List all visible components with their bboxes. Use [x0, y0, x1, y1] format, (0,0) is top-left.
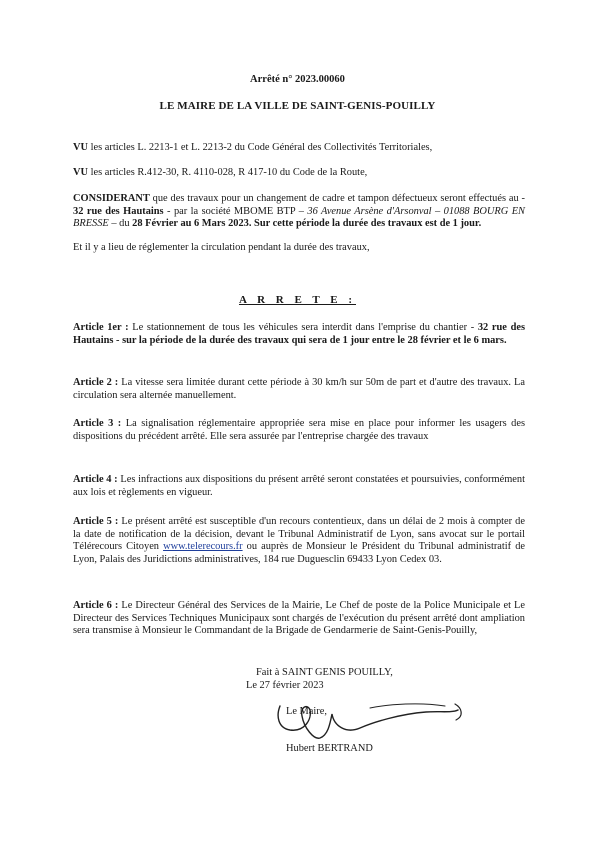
company-address: 36 Avenue Arsène d'Arsonval – 01088 BOURG EN BRESSE	[73, 205, 525, 230]
vu-label: VU	[73, 167, 89, 178]
authority-heading: LE MAIRE DE LA VILLE DE SAINT-GENIS-POUILLY	[159, 100, 436, 112]
article-text: Le Directeur Général des Services de la Mairie, Le Chef de poste de la Police Municipale et Le Directeur des Services Techniques Municipaux sont chargés de l'exécution du présent arrêté dont ampliation sera transmise à Monsieur le Commandant de la Brigade de Gendarmerie de Saint-Genis-Pouilly,	[73, 600, 525, 637]
vu-paragraph-2	[73, 167, 525, 180]
article-3	[73, 418, 525, 443]
considerant-paragraph	[73, 193, 525, 231]
considerant-text-3: – du	[108, 218, 133, 230]
article-label: Article 6 :	[73, 600, 119, 611]
considerant-line-2: Et il y a lieu de réglementer la circulation pendant la durée des travaux,	[73, 242, 370, 253]
article-label: Article 5 :	[73, 516, 119, 527]
article-5	[73, 516, 525, 566]
vu-paragraph-1	[73, 142, 525, 155]
article-bold-text: 32 rue des Hautains - sur la période de la durée des travaux qui sera de 1 jour entre le 28 février et le 6 mars.	[73, 322, 526, 346]
article-2	[73, 377, 525, 402]
vu-text: les articles L. 2213-1 et L. 2213-2 du Code Général des Collectivités Territoriales,	[88, 142, 433, 153]
article-4	[73, 474, 525, 499]
article-text-2: ou auprès de Monsieur le Président du Tribunal administratif de Lyon, Palais des Juridictions administratives, 184 rue Duguesclin 69433 Lyon Cedex 03.	[73, 541, 525, 565]
article-6	[73, 600, 525, 638]
article-label: Article 4 :	[73, 474, 118, 485]
article-label: Article 1er :	[73, 322, 129, 333]
work-address: 32 rue des Hautains	[73, 205, 164, 217]
article-1	[73, 322, 525, 347]
signature-place: Fait à SAINT GENIS POUILLY,	[256, 667, 393, 678]
signatory-name: Hubert BERTRAND	[286, 743, 373, 754]
telerecours-link[interactable]: www.telerecours.fr	[163, 541, 243, 553]
work-dates: 28 Février au 6 Mars 2023. Sur cette période la durée des travaux est de 1 jour.	[132, 218, 482, 230]
arrete-number: Arrêté n° 2023.00060	[250, 74, 345, 85]
article-text: Les infractions aux dispositions du présent arrêté seront constatées et poursuivies, conformément aux lois et règlements en vigueur.	[73, 474, 525, 498]
article-label: Article 3 :	[73, 418, 122, 429]
article-text: La signalisation réglementaire appropriée sera mise en place pour informer les usagers des dispositions du précédent arrêté. Elle sera assurée par l'entreprise chargée des travaux	[73, 418, 525, 442]
signature-role: Le Maire,	[286, 706, 327, 717]
vu-text: les articles R.412-30, R. 4110-028, R 417-10 du Code de la Route,	[88, 167, 368, 178]
article-text: Le stationnement de tous les véhicules sera interdit dans l'emprise du chantier -	[128, 322, 478, 333]
article-text-1: Le présent arrêté est susceptible d'un recours contentieux, dans un délai de 2 mois à compter de la date de notification de la décision, devant le Tribunal Administratif de Lyon, sans avocat sur le portail Télérecours Citoyen	[73, 516, 525, 553]
considerant-label: CONSIDERANT	[73, 193, 150, 204]
considerant-text-1: que des travaux pour un changement de cadre et tampon défectueux seront effectués au -	[149, 193, 525, 204]
article-text: La vitesse sera limitée durant cette période à 30 km/h sur 50m de part et d'autre des travaux. La circulation sera alternée manuellement.	[73, 377, 525, 401]
considerant-text-2: - par la société MBOME BTP –	[163, 205, 308, 217]
article-label: Article 2 :	[73, 377, 119, 388]
signature-date: Le 27 février 2023	[246, 680, 324, 691]
arrete-heading: A R R E T E :	[238, 294, 356, 306]
vu-label: VU	[73, 142, 89, 153]
